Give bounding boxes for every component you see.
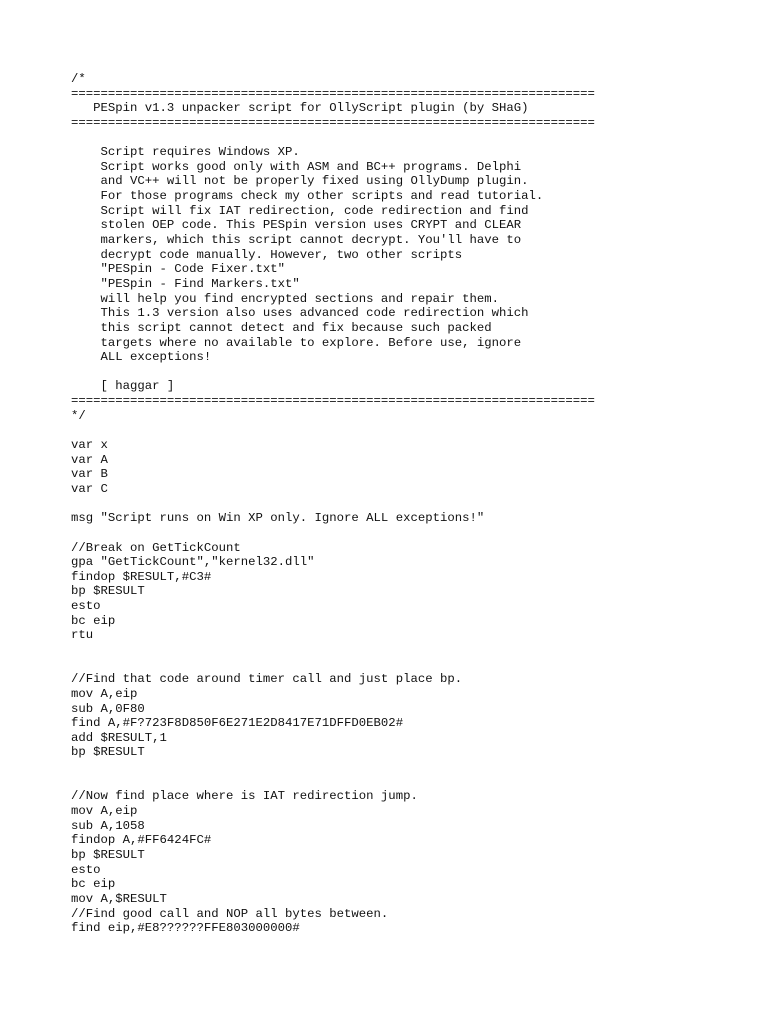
code-line: ALL exceptions! bbox=[71, 350, 212, 365]
code-line: "PESpin - Code Fixer.txt" bbox=[71, 262, 286, 277]
blank-line bbox=[71, 131, 761, 146]
code-line: For those programs check my other scripts and read tutorial. bbox=[71, 189, 544, 204]
blank-line bbox=[71, 497, 761, 512]
code-line: sub A,0F80 bbox=[71, 701, 145, 716]
blank-line bbox=[71, 643, 761, 658]
code-line: mov A,eip bbox=[71, 804, 138, 819]
code-line: will help you find encrypted sections and repair them. bbox=[71, 291, 500, 306]
code-line: this script cannot detect and fix because such packed bbox=[71, 320, 492, 335]
code-line: msg "Script runs on Win XP only. Ignore ALL exceptions!" bbox=[71, 511, 485, 526]
code-line: and VC++ will not be properly fixed using OllyDump plugin. bbox=[71, 174, 529, 189]
code-line: var C bbox=[71, 481, 108, 496]
code-line: ======================================================================= bbox=[71, 394, 595, 409]
code-line: mov A,eip bbox=[71, 686, 138, 701]
code-line: //Now find place where is IAT redirection jump. bbox=[71, 789, 418, 804]
code-line: rtu bbox=[71, 628, 94, 643]
blank-line bbox=[71, 526, 761, 541]
code-line: Script works good only with ASM and BC++ programs. Delphi bbox=[71, 159, 522, 174]
code-line: find A,#F?723F8D850F6E271E2D8417E71DFFD0EB02# bbox=[71, 716, 404, 731]
blank-line bbox=[71, 423, 761, 438]
code-line: esto bbox=[71, 599, 101, 614]
code-line: //Find that code around timer call and just place bp. bbox=[71, 672, 463, 687]
code-line: bp $RESULT bbox=[71, 847, 145, 862]
blank-line bbox=[71, 365, 761, 380]
blank-line bbox=[71, 760, 761, 775]
code-line: [ haggar ] bbox=[71, 379, 175, 394]
script-document bbox=[71, 72, 761, 936]
code-line: markers, which this script cannot decrypt. You'll have to bbox=[71, 233, 522, 248]
code-line: Script will fix IAT redirection, code redirection and find bbox=[71, 203, 529, 218]
code-line: sub A,1058 bbox=[71, 818, 145, 833]
code-line: Script requires Windows XP. bbox=[71, 145, 300, 160]
code-line: bp $RESULT bbox=[71, 745, 145, 760]
code-line: */ bbox=[71, 408, 86, 423]
code-line: ======================================================================= bbox=[71, 115, 595, 130]
code-line: bp $RESULT bbox=[71, 584, 145, 599]
code-line: PESpin v1.3 unpacker script for OllyScript plugin (by SHaG) bbox=[71, 101, 529, 116]
blank-line bbox=[71, 658, 761, 673]
code-line: bc eip bbox=[71, 877, 116, 892]
code-line: decrypt code manually. However, two other scripts bbox=[71, 247, 463, 262]
code-line: var A bbox=[71, 452, 108, 467]
code-line: /* bbox=[71, 72, 86, 86]
code-line: esto bbox=[71, 862, 101, 877]
code-line: ======================================================================= bbox=[71, 86, 595, 101]
code-line: stolen OEP code. This PESpin version uses CRYPT and CLEAR bbox=[71, 218, 522, 233]
code-line: findop $RESULT,#C3# bbox=[71, 569, 212, 584]
code-line: add $RESULT,1 bbox=[71, 730, 167, 745]
code-line: var B bbox=[71, 467, 108, 482]
code-line: This 1.3 version also uses advanced code redirection which bbox=[71, 306, 529, 321]
code-line: mov A,$RESULT bbox=[71, 891, 167, 906]
code-line: var x bbox=[71, 438, 108, 453]
blank-line bbox=[71, 775, 761, 790]
code-line: bc eip bbox=[71, 613, 116, 628]
code-line: //Break on GetTickCount bbox=[71, 540, 241, 555]
code-line: gpa "GetTickCount","kernel32.dll" bbox=[71, 555, 315, 570]
code-line: findop A,#FF6424FC# bbox=[71, 833, 212, 848]
code-line: //Find good call and NOP all bytes between. bbox=[71, 906, 389, 921]
code-line: targets where no available to explore. Before use, ignore bbox=[71, 335, 522, 350]
code-line: find eip,#E8??????FFE803000000# bbox=[71, 921, 300, 936]
code-line: "PESpin - Find Markers.txt" bbox=[71, 276, 300, 291]
